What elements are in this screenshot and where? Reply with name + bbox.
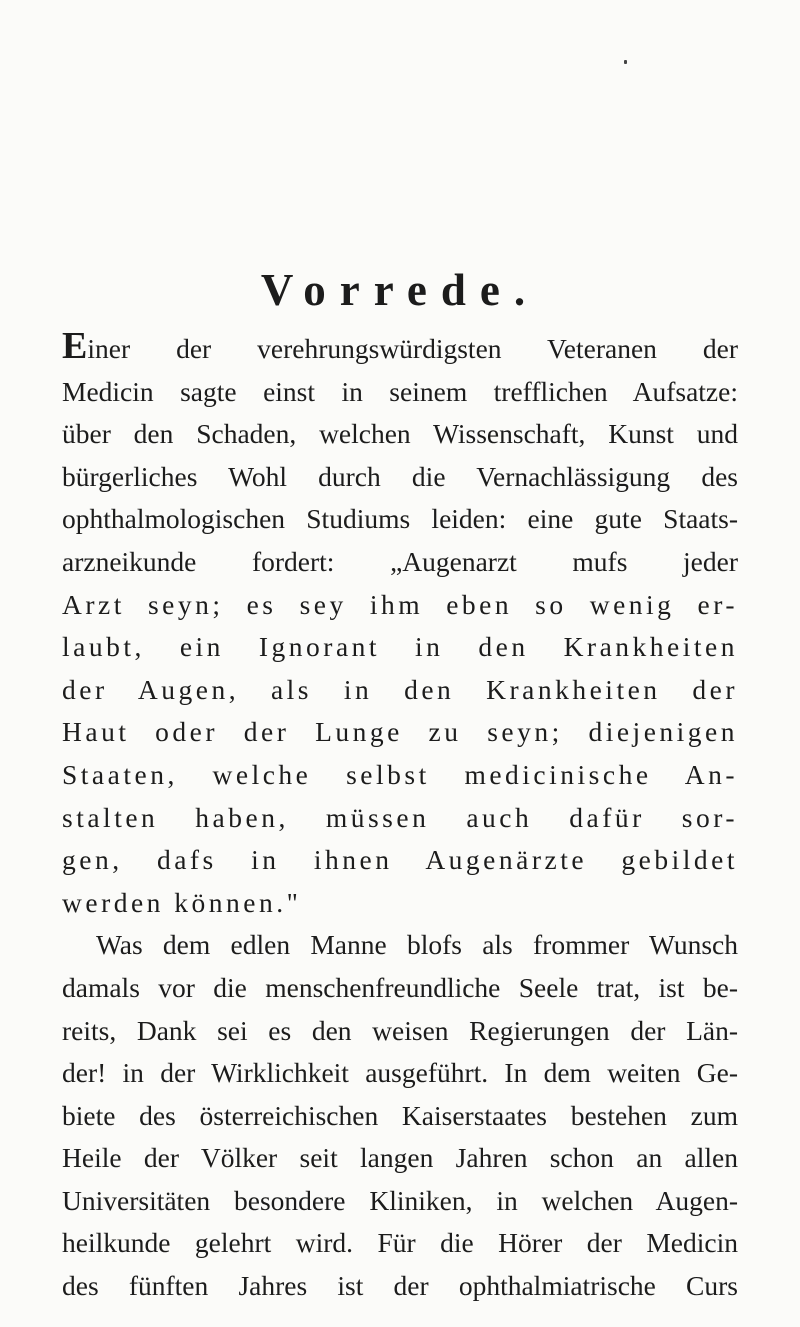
text-line: Universitäten besondere Kliniken, in welchen Augen- (62, 1184, 738, 1216)
text-line: damals vor die menschenfreundliche Seele trat, ist be- (62, 971, 738, 1003)
text-line: Heile der Völker seit langen Jahren schon an allen (62, 1142, 738, 1174)
text-line: laubt, ein Ignorant in den Krankheiten (62, 631, 738, 663)
body-text (62, 325, 738, 1308)
text-line: Medicin sagte einst in seinem trefflichen Aufsatze: (62, 375, 738, 407)
ink-speck (624, 60, 627, 64)
text-line: der! in der Wirklichkeit ausgeführt. In dem weiten Ge- (62, 1057, 738, 1089)
text-line: Was dem edlen Manne blofs als frommer Wunsch (96, 929, 738, 961)
text-line: der Augen, als in den Krankheiten der (62, 673, 738, 705)
text-line: werden können." (62, 886, 302, 918)
text-line: reits, Dank sei es den weisen Regierungen der Län- (62, 1014, 738, 1046)
text-line: Haut oder der Lunge zu seyn; diejenigen (62, 716, 738, 748)
text-line: ophthalmologischen Studiums leiden: eine gute Staats- (62, 503, 738, 535)
text-line: des fünften Jahres ist der ophthalmiatrische Curs (62, 1270, 738, 1302)
text-line: heilkunde gelehrt wird. Für die Hörer der Medicin (62, 1227, 738, 1259)
text-line: biete des österreichischen Kaiserstaates bestehen zum (62, 1099, 738, 1131)
drop-cap: E (62, 325, 88, 367)
text-line: Staaten, welche selbst medicinische An- (62, 758, 738, 790)
text-line: arzneikunde fordert: „Augenarzt mufs jeder (62, 545, 738, 577)
text-line: stalten haben, müssen auch dafür sor- (62, 801, 738, 833)
text-line: bürgerliches Wohl durch die Vernachlässigung des (62, 460, 738, 492)
text-line: gen, dafs in ihnen Augenärzte gebildet (62, 844, 738, 876)
text-line: Arzt seyn; es sey ihm eben so wenig er- (62, 588, 738, 620)
text-line: Einer der verehrungswürdigsten Veteranen der (62, 325, 738, 367)
page-title: Vorrede. (260, 265, 540, 316)
text-line: über den Schaden, welchen Wissenschaft, Kunst und (62, 418, 738, 450)
